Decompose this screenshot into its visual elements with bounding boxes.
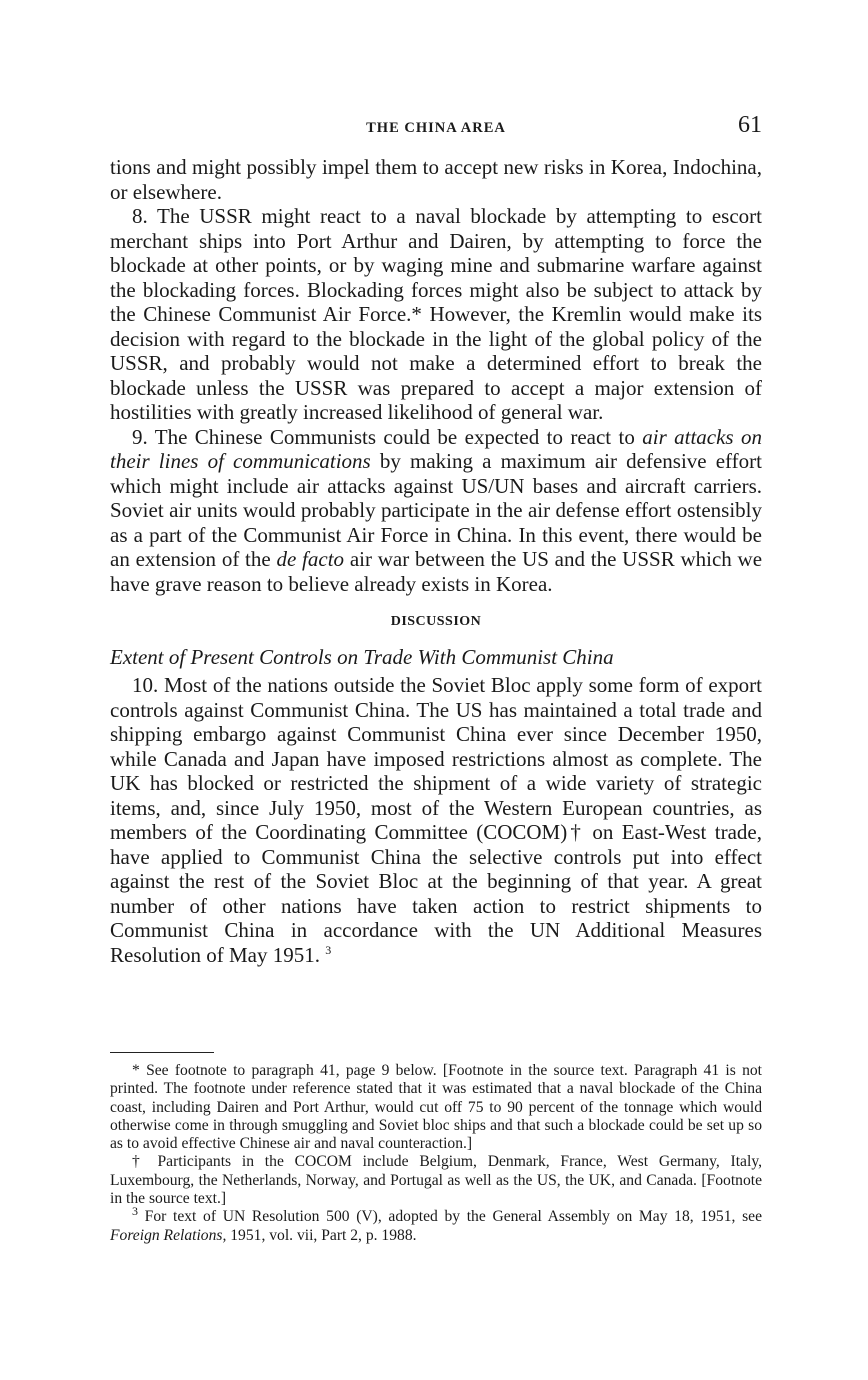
paragraph-8: 8. The USSR might react to a naval blockade by attempting to escort merchant ships into Port Arthur and Dairen, by attempting to force the blockade at other points, or by waging mine and submarine warfare against the blockading forces. Blockading forces might also be subject to attack by the Chinese Communist Air Force.* However, the Kremlin would make its decision with regard to the blockade in the light of the global policy of the USSR, and probably would not make a determined effort to break the blockade unless the USSR was prepared to accept a major extension of hostilities with greatly increased likelihood of general war. (110, 204, 762, 424)
body-text (110, 155, 762, 967)
footnote-reference-3: 3 (325, 942, 332, 957)
footnote-star: * See footnote to paragraph 41, page 9 below. [Footnote in the source text. Paragraph 41 is not printed. The footnote under reference stated that it was estimated that a naval blockade of the China coast, including Dairen and Port Arthur, would cut off 75 to 90 percent of the tonnage which would otherwise come in through smuggling and Soviet bloc ships and that such a blockade could be set up so as to avoid effective Chinese air and naval counteraction.] (110, 1062, 762, 1153)
footnote-3-mark: 3 (132, 1204, 138, 1219)
paragraph-10-text: 10. Most of the nations outside the Soviet Bloc apply some form of export controls against Communist China. The US has maintained a total trade and shipping embargo against Communist China ever since December 1950, while Canada and Japan have imposed restrictions almost as complete. The UK has blocked or restricted the shipment of a wide variety of strategic items, and, since July 1950, most of the Western European countries, as members of the Coordinating Committee (COCOM)† on East-West trade, have applied to Communist China the selective controls put into effect against the rest of the Soviet Bloc at the beginning of that year. A great number of other nations have taken action to restrict shipments to Communist China in accordance with the UN Additional Measures Resolution of May 1951. (110, 673, 762, 967)
paragraph-9-emphasis-air-attacks: air attacks on their lines of communications (110, 424, 762, 473)
page-number: 61 (738, 112, 762, 138)
footnote-3-part-b: 1951, vol. vii, Part 2, p. 1988. (226, 1226, 417, 1244)
footnotes (110, 1062, 762, 1245)
footnote-3 (110, 1204, 762, 1245)
paragraph-9-part-c: air war between the US and the USSR which we have grave reason to believe already exists in Korea. (110, 547, 763, 596)
page-header (110, 112, 762, 146)
paragraph-10 (110, 673, 762, 967)
footnote-3-emphasis: Foreign Relations, (110, 1226, 227, 1244)
subsection-title: Extent of Present Controls on Trade With Communist China (110, 644, 614, 669)
paragraph-9-part-b: by making a maximum air defensive effort which might include air attacks against US/UN bases and aircraft carriers. Soviet air units would probably participate in the air defense effort ostensibly as a part of the Communist Air Force in China. In this event, there would be an extension of the (110, 449, 762, 571)
footnote-divider (110, 1052, 214, 1053)
paragraph-9-emphasis-de-facto: de facto (276, 547, 345, 571)
running-head: THE CHINA AREA (366, 120, 506, 136)
footnote-dagger: † Participants in the COCOM include Belgium, Denmark, France, West Germany, Italy, Luxembourg, the Netherlands, Norway, and Portugal as well as the US, the UK, and Canada. [Footnote in the source text.] (110, 1153, 762, 1208)
paragraph-continuation: tions and might possibly impel them to accept new risks in Korea, Indochina, or elsewhere. (110, 155, 762, 204)
paragraph-9 (110, 425, 762, 597)
footnote-3-part-a: For text of UN Resolution 500 (V), adopted by the General Assembly on May 18, 1951, see (138, 1208, 762, 1226)
paragraph-9-part-a: 9. The Chinese Communists could be expected to react to (132, 424, 643, 449)
section-title: DISCUSSION (390, 614, 482, 629)
